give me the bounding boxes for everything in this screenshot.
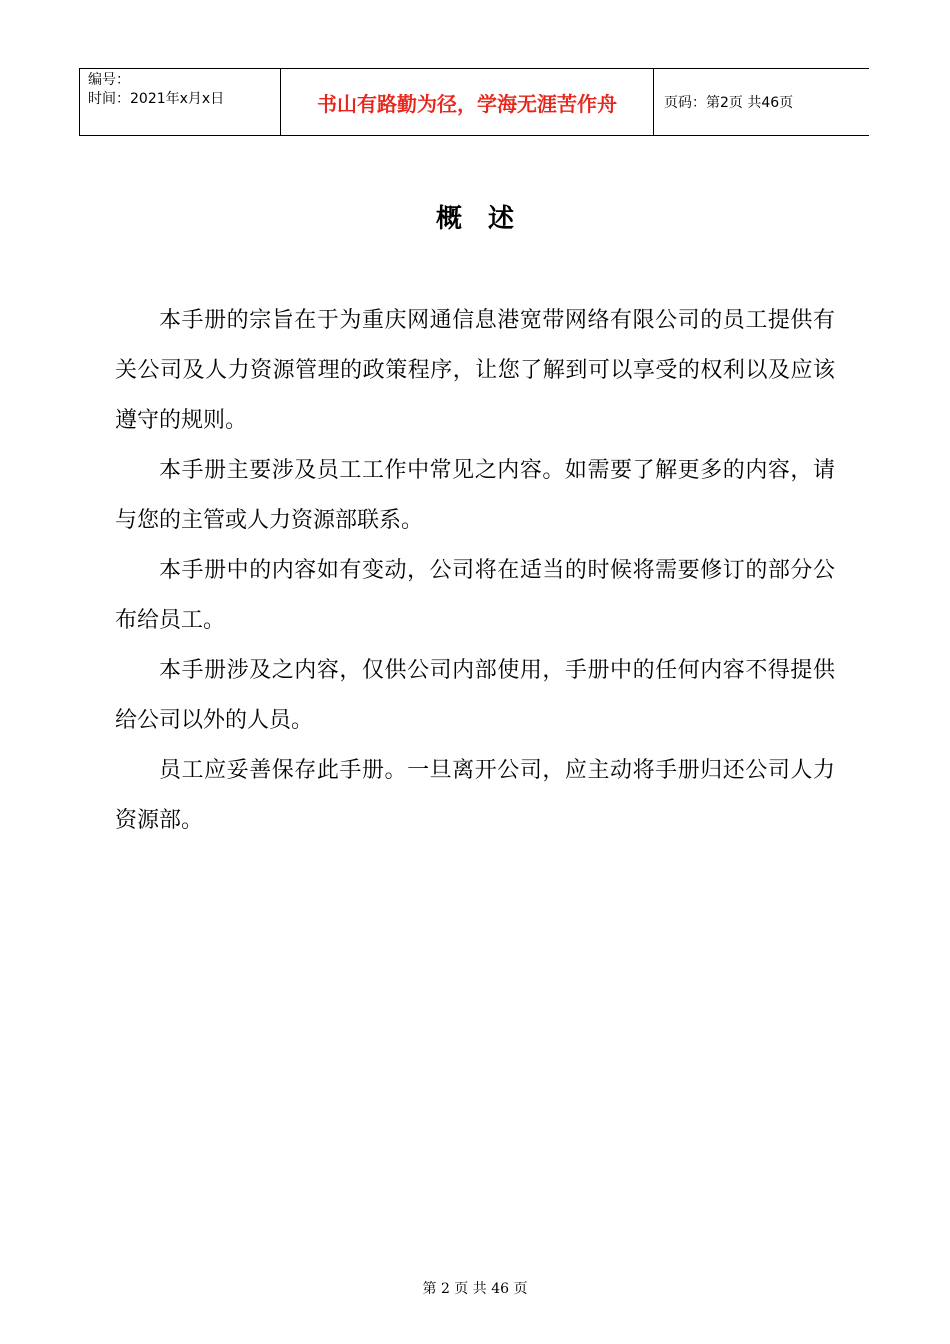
document-time-label: 时间：2021年x月x日 — [88, 91, 225, 107]
header-motto: 书山有路勤为径，学海无涯苦作舟 — [317, 91, 617, 116]
paragraph: 本手册涉及之内容，仅供公司内部使用，手册中的任何内容不得提供给公司以外的人员。 — [115, 658, 835, 733]
paragraph: 本手册主要涉及员工工作中常见之内容。如需要了解更多的内容，请与您的主管或人力资源部联系。 — [115, 458, 835, 533]
page-title: 概 述 — [435, 204, 514, 234]
header-divider — [653, 69, 654, 135]
paragraph: 本手册中的内容如有变动，公司将在适当的时候将需要修订的部分公布给员工。 — [115, 558, 835, 633]
header-table — [79, 68, 869, 136]
document-body — [115, 296, 835, 846]
header-divider — [79, 69, 80, 135]
header-meta — [88, 71, 224, 109]
page-footer: 第 2 页 共 46 页 — [422, 1281, 528, 1297]
header-page-info: 页码：第2页 共46页 — [664, 95, 794, 111]
paragraph: 员工应妥善保存此手册。一旦离开公司，应主动将手册归还公司人力资源部。 — [115, 758, 835, 833]
document-number-label: 编号： — [88, 72, 130, 88]
paragraph: 本手册的宗旨在于为重庆网通信息港宽带网络有限公司的员工提供有关公司及人力资源管理的政策程序，让您了解到可以享受的权利以及应该遵守的规则。 — [115, 308, 835, 433]
